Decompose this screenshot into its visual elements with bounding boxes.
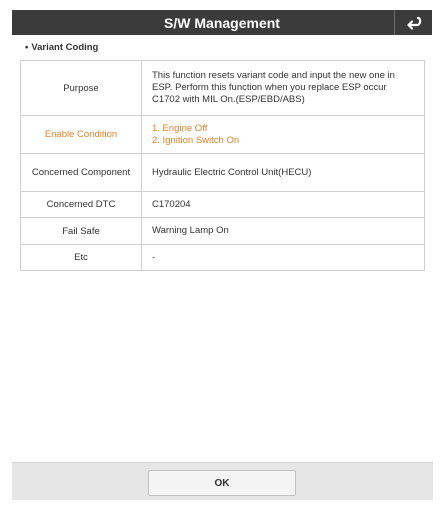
footer-bar: [12, 462, 433, 500]
back-button[interactable]: [394, 10, 432, 35]
row-label-etc: Etc: [21, 245, 142, 271]
row-label-concerned-dtc: Concerned DTC: [21, 192, 142, 218]
row-label-enable-condition: Enable Condition: [21, 116, 142, 154]
enable-condition-line-1: 1. Engine Off: [152, 122, 208, 134]
bullet-icon: •: [25, 42, 29, 53]
table-row: [21, 192, 425, 218]
table-row: [21, 61, 425, 116]
table-row: [21, 154, 425, 192]
table-row: [21, 218, 425, 245]
title-bar: [12, 10, 432, 35]
section-heading: [25, 42, 98, 53]
row-label-purpose: Purpose: [21, 61, 142, 116]
ok-button[interactable]: OK: [148, 470, 296, 496]
enable-condition-line-2: 2. Ignition Switch On: [152, 134, 240, 146]
row-value-enable-condition: [142, 116, 425, 154]
page-title: S/W Management: [164, 14, 280, 31]
table-row: [21, 116, 425, 154]
row-value-concerned-component: Hydraulic Electric Control Unit(HECU): [142, 154, 425, 192]
row-label-fail-safe: Fail Safe: [21, 218, 142, 245]
row-label-concerned-component: Concerned Component: [21, 154, 142, 192]
row-value-fail-safe: Warning Lamp On: [142, 218, 425, 245]
section-heading-text: Variant Coding: [31, 42, 99, 53]
row-value-concerned-dtc: C170204: [142, 192, 425, 218]
row-value-etc: -: [142, 245, 425, 271]
table-row: [21, 245, 425, 271]
row-value-purpose: This function resets variant code and input the new one in ESP. Perform this function when you replace ESP occur C1702 with MIL On.(ESP/EBD/ABS): [142, 61, 425, 116]
return-arrow-icon: [405, 16, 423, 30]
info-table: [20, 60, 425, 271]
